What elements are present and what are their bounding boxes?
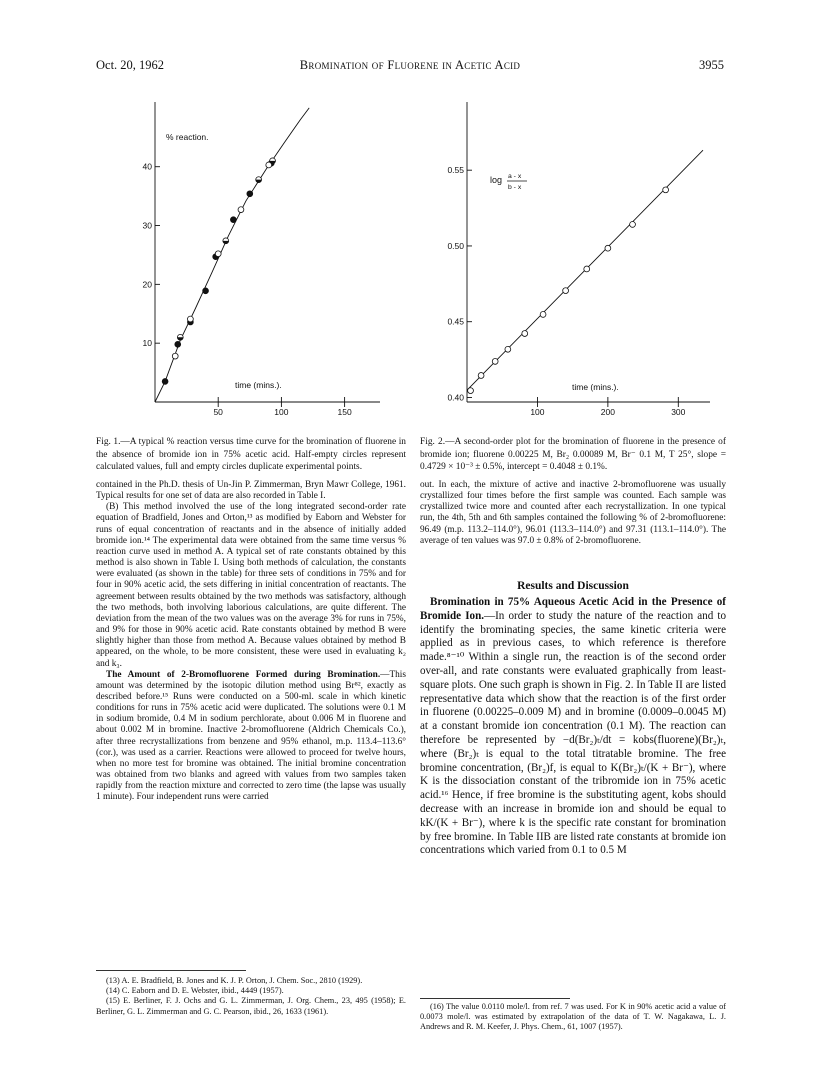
right-paragraph-2 bbox=[420, 596, 726, 858]
footnote-rule-left bbox=[96, 970, 246, 971]
data-point-empty bbox=[584, 266, 590, 272]
y-tick-label: 0.45 bbox=[447, 316, 464, 327]
fig1-x-label: time (mins.). bbox=[235, 380, 282, 390]
running-header bbox=[96, 58, 724, 74]
data-point-empty bbox=[522, 331, 528, 337]
footnote-13: (13) A. E. Bradfield, B. Jones and K. J. P. Orton, J. Chem. Soc., 2810 (1929). bbox=[106, 976, 363, 985]
fig1-y-label: % reaction. bbox=[166, 132, 209, 142]
figure-1-chart bbox=[90, 90, 390, 420]
fig2-y-label-log: log bbox=[490, 175, 503, 185]
data-point-empty bbox=[492, 358, 498, 364]
x-tick-label: 150 bbox=[337, 407, 352, 417]
data-point-half bbox=[256, 177, 262, 183]
figure-2-caption: Fig. 2.—A second-order plot for the bromination of fluorene in the presence of bromide ion; fluorene 0.00225 M, Br₂ 0.00089 M, Br⁻ 0.1 M, T 25°, slope = 0.4729 × 10⁻³ ± 0.5%, intercept = 0.4048 ± 0.1%. bbox=[420, 437, 726, 473]
data-point-empty bbox=[663, 187, 669, 193]
data-point-filled bbox=[203, 288, 209, 294]
figure-2-chart bbox=[420, 90, 720, 420]
right-paragraph-2-body: —In order to study the nature of the reaction and to identify the brominating species, the same kinetic criteria were applied as in previous cases, to which reference is therefore made.⁸⁻¹⁰ Within a single run, the reaction is of the second order over-all, and rate constants were evaluated graphically from least-square plots. One such graph is shown in Fig. 2. In Table II are listed representative data which show that the reaction is of the first order in fluorene (0.00225–0.009 M) and in bromine (0.0009–0.0045 M) at a constant bromide ion concentration (0.1 M). The reaction can therefore be represented by −d(Br₂)ₜ/dt = kobs(fluorene)(Br₂)ₜ, where (Br₂)ₜ is equal to the total titratable bromine. The free bromine concentration, (Br₂)f, is equal to K(Br₂)ₜ/(K + Br⁻), where K is the dissociation constant of the tribromide ion in 75% acetic acid.¹⁶ Hence, if free bromine is the substituting agent, kobs should decrease with an increase in bromide ion and should be equal to kK/(K + Br⁻), where k is the specific rate constant for bromination by free bromine. In Table IIB are listed rate constants at bromide ion concentrations which varied from 0.1 to 0.5 M bbox=[420, 609, 726, 857]
right-column-body bbox=[420, 596, 726, 858]
data-point-filled bbox=[247, 191, 253, 197]
section-heading: Results and Discussion bbox=[517, 580, 629, 592]
fig2-y-label-num: a - x bbox=[508, 173, 522, 180]
fig2-x-label: time (mins.). bbox=[572, 382, 619, 392]
data-point-empty bbox=[468, 388, 474, 394]
data-point-half bbox=[177, 334, 183, 340]
y-tick-label: 10 bbox=[142, 338, 152, 349]
y-tick-label: 30 bbox=[142, 220, 152, 231]
right-paragraph-1: out. In each, the mixture of active and inactive 2-bromofluorene was usually crystallized four times before the first sample was counted. Each sample was crystallized twice more and counted after each recrystallization. In one typical run, the 4th, 5th and 6th samples contained the following % of 2-bromofluorene: 96.49 (m.p. 113.2–114.0°), 96.01 (113.3–114.0°) and 97.31 (113.1–114.0°). The average of ten values was 97.0 ± 0.8% of 2-bromofluorene. bbox=[420, 480, 726, 546]
left-paragraph-2: (B) This method involved the use of the long integrated second-order rate equation of Bradfield, Jones and Orton,¹³ as modified by Eaborn and Webster for runs of equal concentration of reactants and in the absence of initially added bromide ion.¹⁴ The experimental data were obtained from the same time versus % reaction curve used in method A. A typical set of rate constants obtained by this method is also shown in Table I. Using both methods of calculation, the constants were evaluated (as shown in the table) for three sets of conditions in 75% and for four in 90% acetic acid, the sets differing in initial concentration of reactants. The agreement between results obtained by the two methods was satisfactory, although the two methods, both involving laborious calculations, are quite different. The deviation from the mean of the two values was on the average 3% for runs in 75%, and 9% for those in 90% acetic acid. Rate constants obtained by method B were slightly higher than those from method A. Because values obtained by method B appeared, on the whole, to be more consistent, these were used in evaluating k₂ and k₃. bbox=[96, 502, 406, 669]
footnote-16: (16) The value 0.0110 mole/l. from ref. 7 was used. For K in 90% acetic acid a value of 0.0073 mole/l. was estimated by extrapolation of the data of T. W. Nagakawa, L. J. Andrews and R. M. Keefer, J. Phys. Chem., 61, 1007 (1957). bbox=[420, 1002, 726, 1032]
data-point-filled bbox=[175, 341, 181, 347]
x-tick-label: 100 bbox=[274, 407, 289, 417]
x-tick-label: 300 bbox=[671, 407, 686, 417]
fig2-y-label bbox=[490, 173, 527, 191]
data-point-empty bbox=[630, 222, 636, 228]
data-point-filled bbox=[230, 217, 236, 223]
subsection-title-bromofluorene: The Amount of 2-Bromofluorene Formed during Bromination. bbox=[106, 669, 381, 680]
data-point-empty bbox=[238, 207, 244, 213]
data-point-empty bbox=[540, 312, 546, 318]
y-tick-label: 0.50 bbox=[447, 240, 464, 251]
footnotes-right bbox=[420, 1002, 726, 1033]
left-paragraph-3 bbox=[96, 670, 406, 804]
header-date: Oct. 20, 1962 bbox=[96, 58, 165, 72]
x-tick-label: 100 bbox=[530, 407, 545, 417]
fig2-y-label-den: b - x bbox=[508, 184, 522, 191]
x-tick-label: 200 bbox=[600, 407, 615, 417]
subsection-title-bromination: Bromination in 75% Aqueous Acetic Acid in the Presence of Bromide Ion. bbox=[420, 596, 726, 622]
left-paragraph-1: contained in the Ph.D. thesis of Un-Jin P. Zimmerman, Bryn Mawr College, 1961. Typical results for one set of data are also recorded in Table I. bbox=[96, 480, 406, 502]
left-column bbox=[96, 480, 406, 804]
y-tick-label: 0.40 bbox=[447, 392, 464, 403]
data-point-empty bbox=[563, 288, 569, 294]
y-tick-label: 40 bbox=[142, 161, 152, 172]
data-point-empty bbox=[172, 353, 178, 359]
footnote-15: (15) E. Berliner, F. J. Ochs and G. L. Zimmerman, J. Org. Chem., 23, 495 (1958); E. Berliner, G. L. Zimmerman and G. C. Pearson, ibid., 26, 1633 (1961). bbox=[96, 996, 406, 1016]
data-point-filled bbox=[162, 379, 168, 385]
footnote-14: (14) C. Eaborn and D. E. Webster, ibid., 4449 (1957). bbox=[106, 986, 284, 996]
header-title: Bromination of Fluorene in Acetic Acid bbox=[299, 58, 521, 72]
x-tick-label: 50 bbox=[213, 407, 223, 417]
y-tick-label: 20 bbox=[142, 279, 152, 290]
page-number: 3955 bbox=[699, 58, 724, 72]
footnote-rule-right bbox=[420, 998, 570, 999]
data-point-empty bbox=[187, 316, 193, 322]
footnotes-left bbox=[96, 976, 406, 1017]
left-paragraph-3-body: —This amount was determined by the isotopic dilution method using Br⁸², exactly as described before.¹⁵ Runs were conducted on a 500-ml. scale in which kinetic conditions for runs in 75% acetic acid were duplicated. The solutions were 0.1 M in sodium bromide, 0.4 M in sodium perchlorate, about 0.006 M in fluorene and about 0.002 M in bromine. Inactive 2-bromofluorene (Aldrich Chemicals Co.), after three recrystallizations from benzene and 95% ethanol, m.p. 113.4–113.6° (cor.), was used as a carrier. Reactions were allowed to proceed for twelve hours, when no more test for bromine was obtained. The initial bromine concentration was obtained from two blanks and agreed with values from two samples taken rapidly from the reaction mixture and corrected to zero time (the lapse was usually 1 minute). Four independent runs were carried bbox=[96, 669, 406, 803]
figure-1-caption: Fig. 1.—A typical % reaction versus time curve for the bromination of fluorene in the absence of bromide ion in 75% acetic acid. Half-empty circles represent calculated values, full and empty circles duplicate experimental points. bbox=[96, 437, 406, 473]
right-column-top bbox=[420, 480, 726, 547]
fig1-fitted-curve bbox=[155, 108, 309, 402]
y-tick-label: 0.55 bbox=[447, 165, 464, 176]
data-point-half bbox=[270, 158, 276, 164]
data-point-empty bbox=[605, 245, 611, 251]
data-point-half bbox=[223, 238, 229, 244]
data-point-empty bbox=[215, 251, 221, 257]
data-point-empty bbox=[505, 346, 511, 352]
data-point-empty bbox=[478, 373, 484, 379]
